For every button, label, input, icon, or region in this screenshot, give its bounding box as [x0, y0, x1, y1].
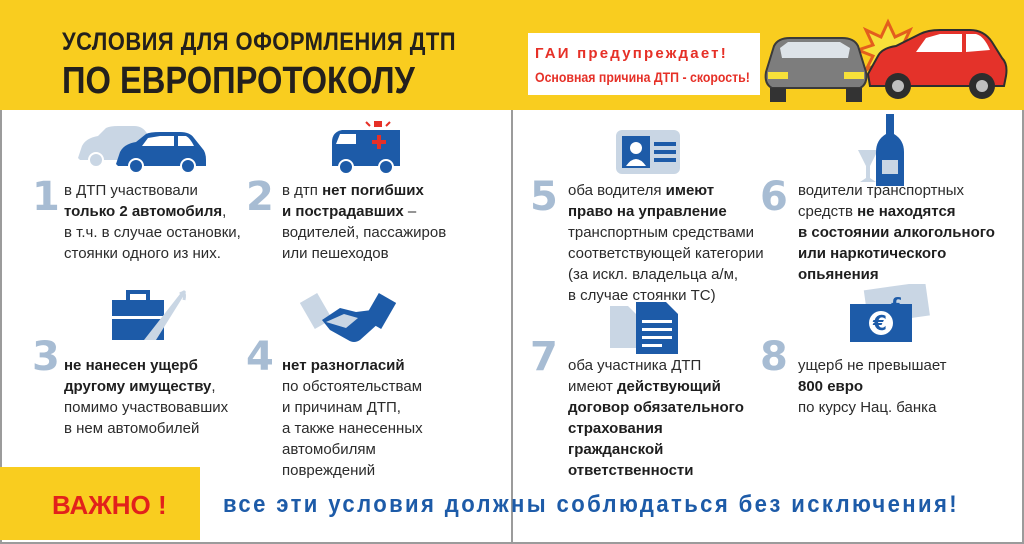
- condition-line: [798, 180, 995, 201]
- handshake-icon: [300, 290, 396, 346]
- column-divider: [511, 110, 513, 544]
- bold-text: и пострадавших: [282, 203, 404, 220]
- condition-line: [282, 418, 423, 439]
- ambulance-icon: [330, 120, 404, 176]
- condition-line: [282, 201, 446, 222]
- warning-line-1: ГАИ предупреждает!: [535, 45, 728, 62]
- condition-number-6: 6: [760, 174, 788, 220]
- bold-text: опьянения: [798, 266, 879, 283]
- plain-text: ,: [222, 203, 227, 220]
- plain-text: оба участника ДТП: [568, 357, 702, 374]
- important-label: ВАЖНО !: [52, 490, 167, 520]
- condition-text-6: [798, 180, 995, 285]
- condition-line: [568, 264, 764, 285]
- condition-line: [568, 397, 744, 418]
- condition-number-3: 3: [32, 334, 60, 380]
- condition-text-5: [568, 180, 764, 306]
- condition-line: [282, 376, 423, 397]
- condition-line: [282, 243, 446, 264]
- condition-text-3: [64, 355, 228, 439]
- condition-line: [798, 397, 947, 418]
- warning-line-2: Основная причина ДТП - скорость!: [535, 69, 750, 85]
- title-line-1: УСЛОВИЯ ДЛЯ ОФОРМЛЕНИЯ ДТП: [62, 28, 457, 56]
- plain-text: повреждений: [282, 462, 376, 479]
- condition-line: [282, 439, 423, 460]
- condition-line: [282, 460, 423, 481]
- plain-text: –: [403, 203, 417, 220]
- briefcase-umbrella-icon: [110, 286, 188, 342]
- bold-text: право на управление: [568, 203, 727, 220]
- svg-text:€: €: [873, 311, 887, 335]
- condition-line: [568, 201, 764, 222]
- condition-line: [64, 201, 241, 222]
- bold-text: или наркотического: [798, 245, 947, 262]
- documents-icon: [608, 300, 680, 356]
- bold-text: в состоянии алкогольного: [798, 224, 995, 241]
- condition-line: [64, 418, 228, 439]
- plain-text: водители транспортных: [798, 182, 965, 199]
- euro-banknotes-icon: [846, 284, 930, 344]
- plain-text: ущерб не превышает: [798, 357, 947, 374]
- condition-line: [568, 460, 744, 481]
- condition-number-8: 8: [760, 334, 788, 380]
- bold-text: не нанесен ущерб: [64, 357, 198, 374]
- condition-text-2: [282, 180, 446, 264]
- plain-text: соответствующей категории: [568, 245, 764, 262]
- condition-text-4: [282, 355, 423, 481]
- condition-line: [798, 201, 995, 222]
- condition-line: [568, 285, 764, 306]
- condition-line: [64, 376, 228, 397]
- title-line-2: ПО ЕВРОПРОТОКОЛУ: [62, 60, 415, 102]
- bold-text: действующий: [617, 378, 721, 395]
- condition-line: [282, 180, 446, 201]
- condition-line: [64, 243, 241, 264]
- condition-line: [568, 180, 764, 201]
- driver-license-icon: [614, 128, 682, 176]
- condition-line: [798, 264, 995, 285]
- warning-box: [528, 33, 760, 95]
- bottle-glass-icon: [856, 112, 912, 188]
- condition-line: [64, 180, 241, 201]
- condition-line: [64, 397, 228, 418]
- bold-text: страхования: [568, 420, 663, 437]
- plain-text: в случае стоянки ТС): [568, 287, 716, 304]
- condition-line: [798, 222, 995, 243]
- bold-text: не находятся: [857, 203, 956, 220]
- condition-text-8: [798, 355, 947, 418]
- plain-text: средств: [798, 203, 858, 220]
- condition-line: [568, 418, 744, 439]
- condition-line: [568, 439, 744, 460]
- plain-text: в ДТП участвовали: [64, 182, 198, 199]
- plain-text: по обстоятельствам: [282, 378, 423, 395]
- plain-text: в дтп: [282, 182, 323, 199]
- plain-text: и причинам ДТП,: [282, 399, 401, 416]
- condition-number-4: 4: [246, 334, 274, 380]
- two-cars-icon: [76, 124, 208, 174]
- plain-text: помимо участвовавших: [64, 399, 229, 416]
- condition-line: [64, 222, 241, 243]
- bold-text: только 2 автомобиля: [64, 203, 223, 220]
- bold-text: нет погибших: [322, 182, 424, 199]
- bold-text: имеют: [665, 182, 715, 199]
- condition-number-5: 5: [530, 174, 558, 220]
- condition-number-2: 2: [246, 174, 274, 220]
- plain-text: стоянки одного из них.: [64, 245, 221, 262]
- condition-line: [282, 222, 446, 243]
- car-crash-icon: [760, 12, 1010, 108]
- condition-line: [568, 243, 764, 264]
- plain-text: имеют: [568, 378, 617, 395]
- plain-text: по курсу Нац. банка: [798, 399, 937, 416]
- condition-line: [798, 376, 947, 397]
- plain-text: транспортным средствами: [568, 224, 755, 241]
- condition-line: [568, 355, 744, 376]
- plain-text: водителей, пассажиров: [282, 224, 447, 241]
- plain-text: автомобилям: [282, 441, 376, 458]
- plain-text: ,: [211, 378, 216, 395]
- plain-text: оба водителя: [568, 182, 666, 199]
- condition-number-1: 1: [32, 174, 60, 220]
- condition-line: [568, 222, 764, 243]
- condition-line: [798, 355, 947, 376]
- bold-text: 800 евро: [798, 378, 864, 395]
- plain-text: или пешеходов: [282, 245, 389, 262]
- condition-line: [64, 355, 228, 376]
- bold-text: нет разногласий: [282, 357, 405, 374]
- condition-text-1: [64, 180, 241, 264]
- condition-line: [282, 355, 423, 376]
- bold-text: гражданской: [568, 441, 664, 458]
- condition-line: [568, 376, 744, 397]
- plain-text: а также нанесенных: [282, 420, 423, 437]
- condition-number-7: 7: [530, 334, 558, 380]
- condition-line: [282, 397, 423, 418]
- bold-text: другому имуществу: [64, 378, 212, 395]
- plain-text: в т.ч. в случае остановки,: [64, 224, 241, 241]
- bold-text: договор обязательного: [568, 399, 744, 416]
- plain-text: в нем автомобилей: [64, 420, 200, 437]
- condition-line: [798, 243, 995, 264]
- plain-text: (за искл. владельца а/м,: [568, 266, 739, 283]
- bold-text: ответственности: [568, 462, 694, 479]
- important-text: все эти условия должны соблюдаться без исключения!: [223, 491, 960, 518]
- condition-text-7: [568, 355, 744, 481]
